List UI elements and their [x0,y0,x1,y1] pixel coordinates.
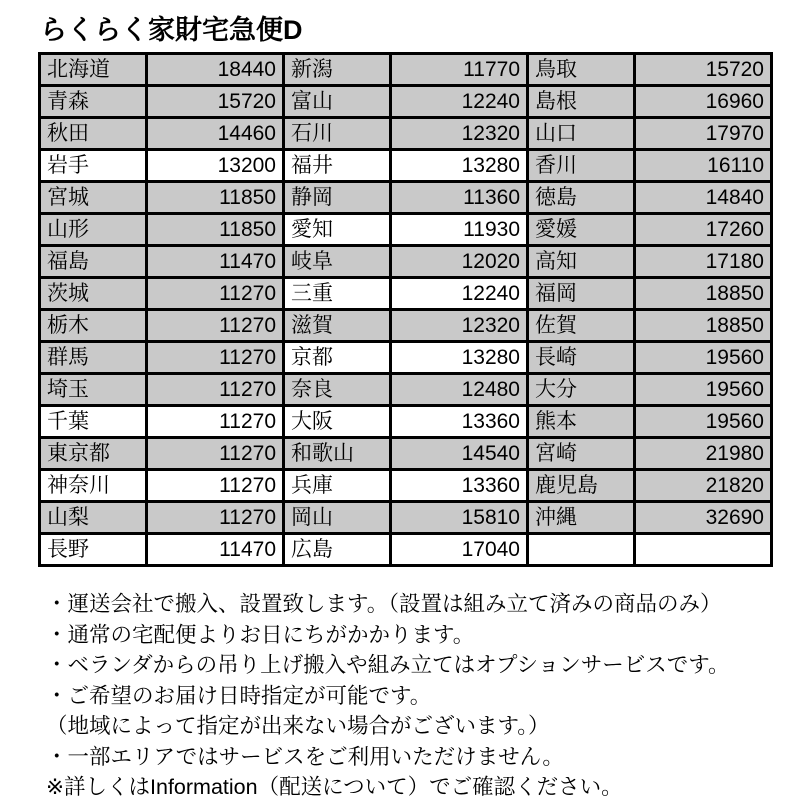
note-line: ※詳しくはInformation（配送について）でご確認ください。 [46,775,623,800]
fee-cell: 17040 [391,534,528,566]
fee-cell: 15810 [391,502,528,534]
prefecture-cell: 群馬 [40,342,147,374]
fee-cell: 11270 [147,406,284,438]
table-row [40,214,772,246]
fee-cell: 18850 [635,278,772,310]
shipping-fee-table [38,52,773,567]
fee-cell: 11270 [147,438,284,470]
prefecture-cell: 和歌山 [284,438,391,470]
fee-cell: 14540 [391,438,528,470]
note-line: （地域によって指定が出来ない場合がございます。） [46,714,550,739]
prefecture-cell: 三重 [284,278,391,310]
fee-cell: 12320 [391,310,528,342]
table-row [40,342,772,374]
fee-cell: 11270 [147,342,284,374]
prefecture-cell: 北海道 [40,54,147,86]
page-title: らくらく家財宅急便D [40,15,303,45]
prefecture-cell: 宮城 [40,182,147,214]
fee-cell: 18440 [147,54,284,86]
table-row [40,182,772,214]
table-row [40,374,772,406]
prefecture-cell: 岡山 [284,502,391,534]
fee-cell: 12240 [391,278,528,310]
fee-cell: 11270 [147,470,284,502]
fee-cell: 11770 [391,54,528,86]
prefecture-cell: 富山 [284,86,391,118]
prefecture-cell: 長崎 [528,342,635,374]
prefecture-cell: 埼玉 [40,374,147,406]
prefecture-cell: 秋田 [40,118,147,150]
fee-cell: 21980 [635,438,772,470]
fee-cell: 14840 [635,182,772,214]
prefecture-cell: 山梨 [40,502,147,534]
fee-cell: 14460 [147,118,284,150]
prefecture-cell: 静岡 [284,182,391,214]
shipping-fee-table-body [40,54,772,566]
prefecture-cell: 福島 [40,246,147,278]
note-line: ・ベランダからの吊り上げ搬入や組み立てはオプションサービスです。 [46,653,730,678]
fee-cell: 13360 [391,470,528,502]
fee-cell: 13280 [391,342,528,374]
table-row [40,406,772,438]
fee-cell: 15720 [147,86,284,118]
prefecture-cell: 山口 [528,118,635,150]
prefecture-cell: 鹿児島 [528,470,635,502]
fee-cell: 16110 [635,150,772,182]
prefecture-cell: 滋賀 [284,310,391,342]
fee-cell: 12240 [391,86,528,118]
fee-cell: 32690 [635,502,772,534]
prefecture-cell: 徳島 [528,182,635,214]
fee-cell: 17260 [635,214,772,246]
prefecture-cell: 大分 [528,374,635,406]
prefecture-cell: 愛媛 [528,214,635,246]
prefecture-cell: 神奈川 [40,470,147,502]
note-line: ・一部エリアではサービスをご利用いただけません。 [46,744,564,769]
fee-cell: 11470 [147,246,284,278]
table-row [40,246,772,278]
table-row [40,150,772,182]
table-row [40,54,772,86]
fee-cell: 11360 [391,182,528,214]
prefecture-cell: 沖縄 [528,502,635,534]
prefecture-cell: 石川 [284,118,391,150]
fee-cell: 21820 [635,470,772,502]
fee-cell: 11270 [147,310,284,342]
notes-list [46,589,782,803]
prefecture-cell: 宮崎 [528,438,635,470]
table-row [40,470,772,502]
fee-cell: 11930 [391,214,528,246]
prefecture-cell: 兵庫 [284,470,391,502]
note-line: ・運送会社で搬入、設置致します。（設置は組み立て済みの商品のみ） [46,592,722,617]
note-line: ・ご希望のお届け日時指定が可能です。 [46,683,432,708]
prefecture-cell: 大阪 [284,406,391,438]
fee-cell: 19560 [635,342,772,374]
fee-cell: 15720 [635,54,772,86]
table-row [40,502,772,534]
prefecture-cell: 東京都 [40,438,147,470]
prefecture-cell: 茨城 [40,278,147,310]
fee-cell: 19560 [635,374,772,406]
table-row [40,438,772,470]
prefecture-cell: 京都 [284,342,391,374]
prefecture-cell: 千葉 [40,406,147,438]
prefecture-cell: 岩手 [40,150,147,182]
fee-cell: 13280 [391,150,528,182]
prefecture-cell: 奈良 [284,374,391,406]
fee-cell: 18850 [635,310,772,342]
prefecture-cell: 長野 [40,534,147,566]
fee-cell: 11270 [147,278,284,310]
fee-cell: 12480 [391,374,528,406]
prefecture-cell: 岐阜 [284,246,391,278]
prefecture-cell: 愛知 [284,214,391,246]
prefecture-cell: 熊本 [528,406,635,438]
fee-cell: 13360 [391,406,528,438]
empty-cell [635,534,772,566]
prefecture-cell: 香川 [528,150,635,182]
table-row [40,278,772,310]
fee-cell: 16960 [635,86,772,118]
prefecture-cell: 福岡 [528,278,635,310]
prefecture-cell: 新潟 [284,54,391,86]
table-row [40,86,772,118]
fee-cell: 11470 [147,534,284,566]
prefecture-cell: 福井 [284,150,391,182]
fee-cell: 17970 [635,118,772,150]
prefecture-cell: 山形 [40,214,147,246]
prefecture-cell: 鳥取 [528,54,635,86]
fee-cell: 13200 [147,150,284,182]
fee-cell: 17180 [635,246,772,278]
prefecture-cell: 高知 [528,246,635,278]
note-line: ・通常の宅配便よりお日にちがかかります。 [46,622,475,647]
fee-cell: 12020 [391,246,528,278]
empty-cell [528,534,635,566]
fee-cell: 11270 [147,374,284,406]
table-row [40,310,772,342]
prefecture-cell: 島根 [528,86,635,118]
prefecture-cell: 栃木 [40,310,147,342]
fee-cell: 11270 [147,502,284,534]
fee-cell: 11850 [147,182,284,214]
table-row [40,118,772,150]
prefecture-cell: 佐賀 [528,310,635,342]
fee-cell: 11850 [147,214,284,246]
prefecture-cell: 青森 [40,86,147,118]
prefecture-cell: 広島 [284,534,391,566]
table-row [40,534,772,566]
fee-cell: 12320 [391,118,528,150]
fee-cell: 19560 [635,406,772,438]
